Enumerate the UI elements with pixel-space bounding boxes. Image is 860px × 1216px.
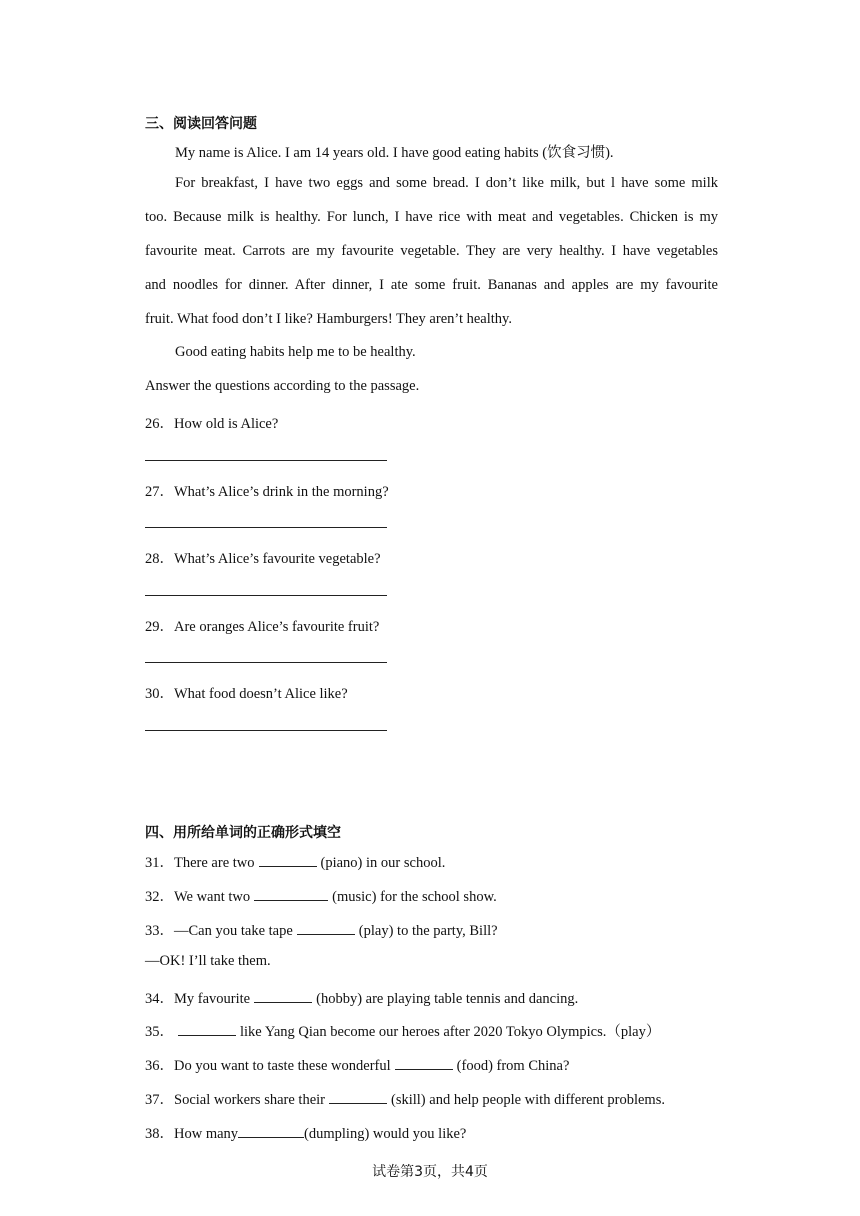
fill-blank[interactable] xyxy=(297,922,355,935)
fill-blank[interactable] xyxy=(329,1091,387,1104)
fill-blank[interactable] xyxy=(254,990,312,1003)
passage-line-4: favourite meat. Carrots are my favourite vegetable. They are very healthy. I have vegetables xyxy=(145,243,718,259)
question-text: 32．We want two xyxy=(145,889,251,905)
question-text: 38．How many xyxy=(145,1126,239,1142)
question-text: 34．My favourite xyxy=(145,991,251,1007)
question-hint: (play) to the party, Bill? xyxy=(358,923,498,939)
dialogue-response: —OK! I’ll take them. xyxy=(145,953,271,969)
answer-line-28[interactable] xyxy=(145,595,387,596)
question-text: 31．There are two xyxy=(145,855,255,871)
passage-line-1: My name is Alice. I am 14 years old. I have good eating habits (饮食习惯). xyxy=(175,145,614,161)
passage-line-5: and noodles for dinner. After dinner, I ate some fruit. Bananas and apples are my favourite xyxy=(145,277,718,293)
question-31 xyxy=(145,851,445,872)
question-hint: (hobby) are playing table tennis and dancing. xyxy=(316,991,579,1007)
answer-line-29[interactable] xyxy=(145,662,387,663)
answer-line-26[interactable] xyxy=(145,460,387,461)
fill-blank[interactable] xyxy=(238,1125,304,1138)
question-29: 29．Are oranges Alice’s favourite fruit? xyxy=(145,619,380,635)
fill-blank[interactable] xyxy=(259,854,317,867)
question-hint: (piano) in our school. xyxy=(320,855,446,871)
question-26: 26．How old is Alice? xyxy=(145,416,279,432)
page-footer: 试卷第3页，共4页 xyxy=(372,1164,488,1180)
question-hint: (skill) and help people with different problems. xyxy=(391,1092,665,1108)
question-text: 37．Social workers share their xyxy=(145,1092,325,1108)
section-4-title: 四、用所给单词的正确形式填空 xyxy=(145,825,341,841)
fill-blank[interactable] xyxy=(178,1023,236,1036)
fill-blank[interactable] xyxy=(395,1057,453,1070)
answer-line-27[interactable] xyxy=(145,527,387,528)
passage-line-3: too. Because milk is healthy. For lunch, I have rice with meat and vegetables. Chicken is my xyxy=(145,209,718,225)
passage-line-6: fruit. What food don’t I like? Hamburgers! They aren’t healthy. xyxy=(145,311,512,327)
question-text: 35． xyxy=(145,1024,174,1040)
question-28: 28．What’s Alice’s favourite vegetable? xyxy=(145,551,381,567)
question-hint: (music) for the school show. xyxy=(332,889,497,905)
question-30: 30．What food doesn’t Alice like? xyxy=(145,686,348,702)
answer-line-30[interactable] xyxy=(145,730,387,731)
section-3-title: 三、阅读回答问题 xyxy=(145,116,257,132)
question-32 xyxy=(145,885,497,906)
question-hint: (dumpling) would you like? xyxy=(304,1126,467,1142)
question-text: 33．—Can you take tape xyxy=(145,923,293,939)
question-hint: (food) from China? xyxy=(456,1058,570,1074)
question-hint: like Yang Qian become our heroes after 2020 Tokyo Olympics.（play） xyxy=(240,1024,661,1040)
question-37 xyxy=(145,1088,665,1109)
question-38 xyxy=(145,1122,466,1143)
instruction-text: Answer the questions according to the passage. xyxy=(145,378,420,394)
question-34 xyxy=(145,987,578,1008)
passage-line-2: For breakfast, I have two eggs and some bread. I don’t like milk, but l have some milk xyxy=(175,175,718,191)
question-27: 27．What’s Alice’s drink in the morning? xyxy=(145,484,389,500)
question-36 xyxy=(145,1054,569,1075)
question-text: 36．Do you want to taste these wonderful xyxy=(145,1058,391,1074)
fill-blank[interactable] xyxy=(254,888,328,901)
question-35 xyxy=(145,1020,660,1041)
passage-line-7: Good eating habits help me to be healthy. xyxy=(175,344,416,360)
question-33 xyxy=(145,919,498,940)
